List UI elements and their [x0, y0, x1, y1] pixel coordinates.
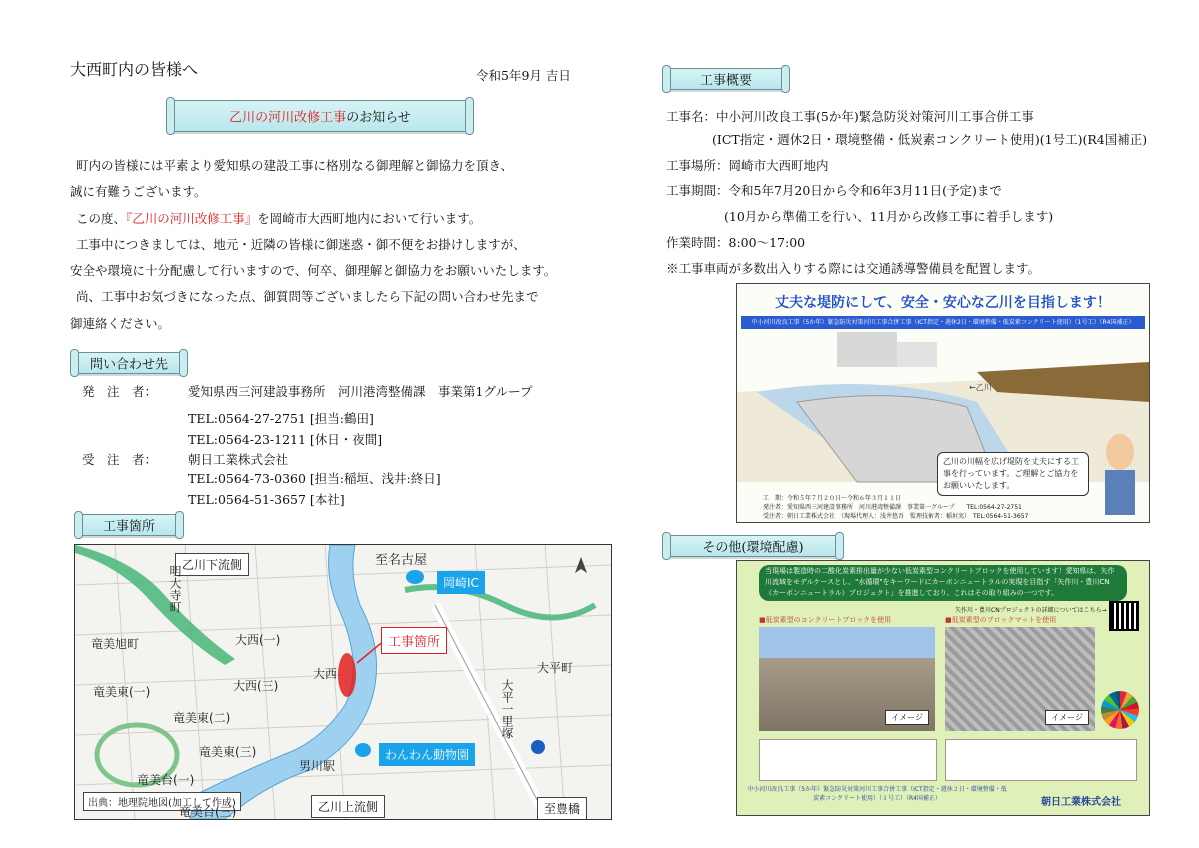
paragraph-1-line-1: 町内の皆様には平素より愛知県の建設工事に格別なる御理解と御協力を頂き、	[76, 158, 514, 173]
paragraph-4-line-2: 御連絡ください。	[70, 316, 171, 331]
project-poster	[736, 283, 1150, 523]
eco-flyer	[736, 560, 1150, 816]
work-period: 工事期間：令和5年7月20日から令和6年3月11日(予定)まで	[666, 183, 1002, 198]
work-place: 工事場所：岡崎市大西町地内	[666, 158, 829, 173]
paragraph-1-line-2: 誠に有難うございます。	[70, 184, 207, 199]
notice-title-red: 乙川の河川改修工事	[229, 110, 347, 126]
place-label: 竜美旭町	[91, 637, 140, 651]
place-label: 大平一里塚	[500, 679, 514, 739]
work-name-line-2: (ICT指定・週休2日・環境整備・低炭素コンクリート使用)(1号工)(R4国補正)	[712, 132, 1148, 147]
traffic-note: ※工事車両が多数出入りする際には交通誘導警備員を配置します。	[666, 261, 1041, 276]
place-label: 大西(三)	[233, 679, 279, 693]
overview-heading: 工事概要	[699, 73, 752, 89]
eco-banner: 当現場は製造時の二酸化炭素排出量が少ない低炭素型コンクリートブロックを使用しています！愛知県は、矢作川流域をモデルケースとし、"水循環"をキーワードにカーボンニュートラルの実現を目指す「矢作川・豊川CN（カーボンニュートラル）プロジェクト」を推進しており、これはその取り組みの一つです。	[759, 565, 1127, 601]
eco-photo-left	[759, 627, 935, 731]
site-heading-banner	[78, 514, 180, 536]
contact-heading-banner	[74, 352, 184, 374]
paragraph-2-post: を岡崎市大西町地内において行います。	[257, 211, 482, 226]
north-arrow	[575, 557, 587, 573]
label-otogawa-upstream: 乙川上流側	[311, 795, 385, 818]
eco-footer: 中小河川改良工事（5か年）緊急防災対策河川工事合併工事（ICT指定・週休２日・環境整備・低炭素コンクリート使用）（１号工）（R4国補正）	[747, 786, 1007, 802]
paragraph-2-pre: この度、	[76, 211, 127, 226]
zoo-marker	[355, 743, 371, 757]
place-label: 明大寺町	[168, 565, 182, 613]
eco-company: 朝日工業株式会社	[1041, 797, 1121, 808]
place-label: 竜美東(二)	[173, 711, 231, 725]
notice-title-rest: のお知らせ	[346, 110, 411, 126]
place-label: 竜美台(一)	[137, 773, 195, 787]
site-map	[74, 544, 612, 820]
place-label: 竜美東(一)	[93, 685, 151, 699]
notice-title-banner	[170, 100, 470, 132]
place-label: 大平町	[537, 661, 574, 675]
overview-heading-banner	[666, 68, 786, 90]
other-heading-banner	[666, 535, 840, 557]
orderer-name: 愛知県西三河建設事務所 河川港湾整備課 事業第1グループ	[188, 384, 533, 399]
label-to-nagoya: 至名古屋	[375, 553, 428, 568]
contact-heading: 問い合わせ先	[89, 357, 168, 373]
place-label: 男川駅	[299, 759, 336, 773]
label-okazaki-ic: 岡崎IC	[437, 571, 485, 594]
work-name-line-1: 工事名：中小河川改良工事(5か年)緊急防災対策河川工事合併工事	[666, 109, 1034, 124]
contractor-label: 受 注 者：	[82, 452, 158, 467]
poster-subtitle: 中小河川改良工事（5か年）緊急防災対策河川工事合併工事（ICT指定・週休2日・環境整備・低炭素コンクリート使用）（1号工）（R4国補正）	[741, 316, 1145, 329]
eco-left-caption: ■低炭素型のコンクリートブロックを使用	[759, 616, 892, 624]
paragraph-4-line-1: 尚、工事中お気づきになった点、御質問等ございましたら下記の問い合わせ先まで	[76, 289, 539, 304]
label-construction-site: 工事箇所	[381, 627, 447, 654]
other-heading: その他(環境配慮)	[702, 540, 804, 556]
contractor-tel-1: TEL:0564-73-0360 [担当:稲垣、浅井:終日]	[188, 471, 441, 486]
eco-diagram	[759, 739, 937, 781]
work-period-note: (10月から準備工を行い、11月から改修工事に着手します)	[724, 209, 1054, 224]
label-to-toyohashi: 至豊橋	[537, 797, 587, 820]
poster-info-1: 工 期：令和５年７月２０日〜令和６年３月１１日	[763, 495, 902, 502]
paragraph-2	[76, 213, 481, 226]
eco-photo-right	[945, 627, 1095, 731]
poster-bubble: 乙川の川幅を広げ堤防を丈夫にする工事を行っています。ご理解とご協力をお願いいたします。	[937, 452, 1089, 496]
label-zoo: わんわん動物園	[379, 743, 475, 766]
page-heading: 大西町内の皆様へ	[70, 60, 199, 79]
image-tag: イメージ	[1045, 710, 1089, 725]
orderer-tel-1: TEL:0564-27-2751 [担当:鶴田]	[188, 411, 374, 426]
paragraph-2-red: 『乙川の河川改修工事』	[126, 211, 258, 226]
place-label: 大西(一)	[235, 633, 281, 647]
eco-right-caption: ■低炭素型のブロックマットを使用	[945, 616, 1057, 624]
qr-code-icon	[1109, 601, 1139, 631]
place-label: 竜美東(三)	[199, 745, 257, 759]
poster-headline: 丈夫な堤防にして、安全・安心な乙川を目指します！	[775, 295, 1111, 311]
paragraph-3-line-2: 安全や環境に十分配慮して行いますので、何卒、御理解と御協力をお願いいたします。	[70, 263, 557, 278]
poster-info-2: 発注者：愛知県西三河建設事務所 河川港湾整備課 事業第一グループ TEL:0564-27-2751	[763, 504, 1022, 511]
contractor-name: 朝日工業株式会社	[188, 452, 289, 467]
contractor-tel-2: TEL:0564-51-3657 [本社]	[188, 492, 345, 507]
work-hours: 作業時間：8:00〜17:00	[666, 235, 806, 250]
notice-date: 令和5年9月 吉日	[476, 68, 571, 83]
orderer-label: 発 注 者：	[82, 384, 158, 399]
place-label: 竜美台(三)	[179, 805, 237, 819]
image-tag: イメージ	[885, 710, 929, 725]
poster-info-3: 受注者：朝日工業株式会社 （現場代理人：浅井悠吾 監理技術者：稲垣実） TEL:0564-51-3657	[763, 513, 1029, 520]
site-heading: 工事箇所	[102, 519, 155, 535]
ic-road	[405, 587, 595, 617]
label-map-source: 出典：地理院地図(加工して作成)	[83, 792, 241, 811]
place-label: 大西	[313, 667, 338, 681]
orderer-tel-2: TEL:0564-23-1211 [休日・夜間]	[188, 432, 383, 447]
poster-river-label: ←乙川	[969, 383, 992, 392]
label-otogawa-downstream: 乙川下流側	[175, 553, 249, 576]
eco-text-block	[945, 739, 1137, 781]
eco-link-note: 矢作川・豊川CNプロジェクトの詳細についてはこちら→	[955, 607, 1107, 614]
paragraph-3-line-1: 工事中につきましては、地元・近隣の皆様に御迷惑・御不便をお掛けしますが、	[76, 237, 526, 252]
construction-area	[338, 653, 356, 697]
sdgs-wheel-icon	[1101, 691, 1139, 729]
ic-marker	[406, 570, 424, 584]
